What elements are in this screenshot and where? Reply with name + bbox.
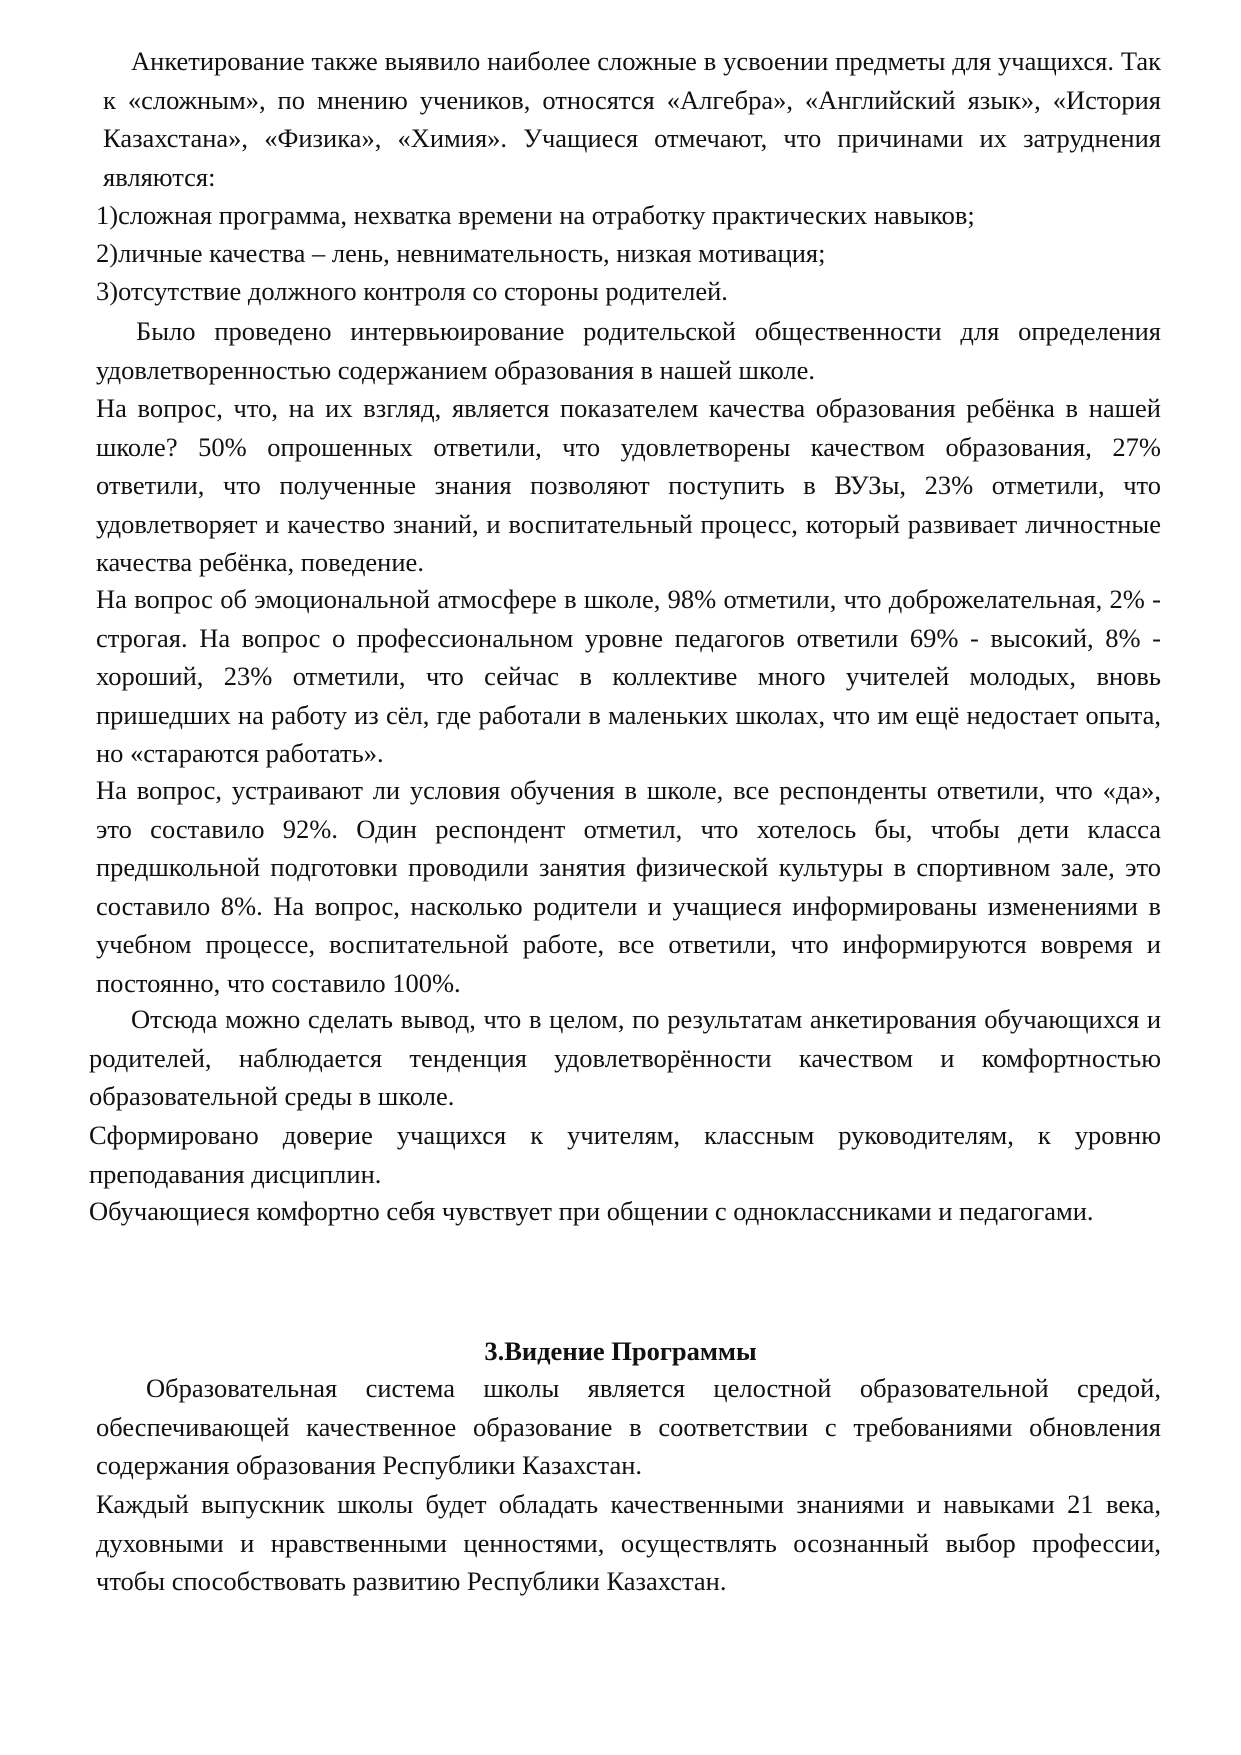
paragraph-conditions-question: На вопрос, устраивают ли условия обучения в школе, все респонденты ответили, что «да», это составило 92%. Один респондент отметил, что хотелось бы, чтобы дети класса предшкольной подготовки проводили занятия физической культуры в спортивном зале, это составило 8%. На вопрос, насколько родители и учащиеся информированы изменениями в учебном процессе, воспитательной работе, все ответили, что информируются вовремя и постоянно, что составило 100%. xyxy=(96,775,1161,998)
list-item-3: 3)отсутствие должного контроля со стороны родителей. xyxy=(96,276,728,306)
section-heading: 3.Видение Программы xyxy=(484,1336,757,1366)
paragraph-atmosphere-question: На вопрос об эмоциональной атмосфере в школе, 98% отметили, что доброжелательная, 2% - строгая. На вопрос о профессиональном уровне педагогов ответили 69% - высокий, 8% - хороший, 23% отметили, что сейчас в коллективе много учителей молодых, вновь пришедших на работу из сёл, где работали в маленьких школах, что им ещё недостает опыта, но «стараются работать». xyxy=(96,584,1161,768)
paragraph-difficult-subjects: Анкетирование также выявило наиболее сложные в усвоении предметы для учащихся. Так к «сложным», по мнению учеников, относятся «Алгебра», «Английский язык», «История Казахстана», «Физика», «Химия». Учащиеся отмечают, что причинами их затруднения являются: xyxy=(103,46,1161,192)
paragraph-trust: Сформировано доверие учащихся к учителям, классным руководителям, к уровню преподавания дисциплин. xyxy=(89,1120,1161,1189)
paragraph-quality-question: На вопрос, что, на их взгляд, является показателем качества образования ребёнка в нашей школе? 50% опрошенных ответили, что удовлетворены качеством образования, 27% ответили, что полученные знания позволяют поступить в ВУЗы, 23% отметили, что удовлетворяет и качество знаний, и воспитательный процесс, который развивает личностные качества ребёнка, поведение. xyxy=(96,393,1161,577)
paragraph-conclusion: Отсюда можно сделать вывод, что в целом, по результатам анкетирования обучающихся и родителей, наблюдается тенденция удовлетворённости качеством и комфортностью образовательной среды в школе. xyxy=(89,1004,1161,1111)
list-item-2: 2)личные качества – лень, невнимательность, низкая мотивация; xyxy=(96,238,826,268)
paragraph-graduate: Каждый выпускник школы будет обладать качественными знаниями и навыками 21 века, духовными и нравственными ценностями, осуществлять осознанный выбор профессии, чтобы способствовать развитию Республики Казахстан. xyxy=(96,1489,1161,1596)
paragraph-comfort: Обучающиеся комфортно себя чувствует при общении с одноклассниками и педагогами. xyxy=(89,1196,1094,1226)
paragraph-interview: Было проведено интервьюирование родительской общественности для определения удовлетворенностью содержанием образования в нашей школе. xyxy=(96,316,1161,385)
paragraph-education-system: Образовательная система школы является целостной образовательной средой, обеспечивающей качественное образование в соответствии с требованиями обновления содержания образования Республики Казахстан. xyxy=(96,1373,1161,1480)
list-item-1: 1)сложная программа, нехватка времени на отработку практических навыков; xyxy=(96,200,975,230)
